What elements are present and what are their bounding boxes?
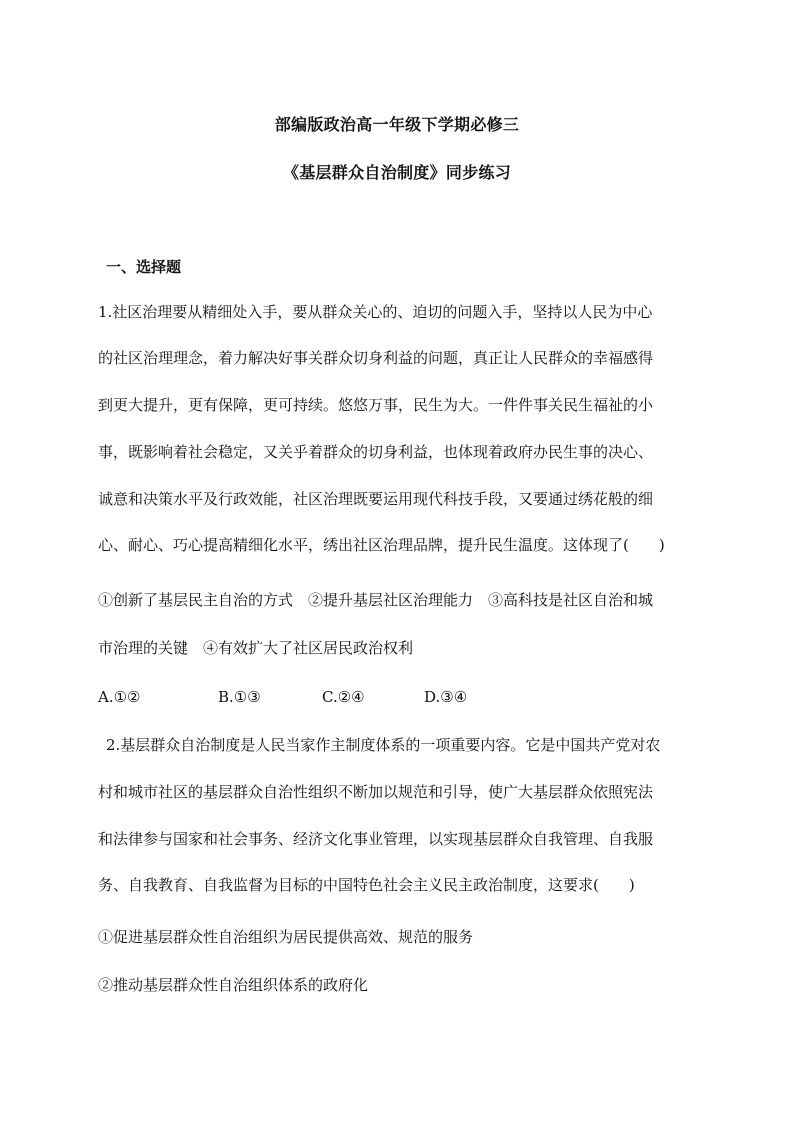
q1-line-8: 市治理的关键 ④有效扩大了社区居民政治权利 [98,639,414,657]
q1-line-7: ①创新了基层民主自治的方式 ②提升基层社区治理能力 ③高科技是社区自治和城 [98,591,654,609]
q2-line-5: ①促进基层群众性自治组织为居民提供高效、规范的服务 [98,928,474,946]
q1-option-d: D.③④ [424,688,468,706]
q2-line-3: 和法律参与国家和社会事务、经济文化事业管理，以实现基层群众自我管理、自我服 [98,830,654,848]
document-subtitle: 《基层群众自治制度》同步练习 [282,163,512,182]
q2-line-2: 村和城市社区的基层群众自治性组织不断加以规范和引导，使广大基层群众依照宪法 [98,783,654,801]
q2-line-1: 2.基层群众自治制度是人民当家作主制度体系的一项重要内容。它是中国共产党对农 [106,736,661,754]
q2-line-4: 务、自我教育、自我监督为目标的中国特色社会主义民主政治制度，这要求( ) [98,876,635,894]
q2-line-6: ②推动基层群众性自治组织体系的政府化 [98,976,369,994]
q1-line-1: 1.社区治理要从精细处入手，要从群众关心的、迫切的问题入手，坚持以人民为中心 [98,303,653,321]
document-title: 部编版政治高一年级下学期必修三 [274,115,520,134]
q1-option-a: A.①② [98,688,141,706]
section-heading: 一、选择题 [106,258,182,276]
q1-line-4: 事，既影响着社会稳定，又关乎着群众的切身利益，也体现着政府办民生事的决心、 [98,443,654,461]
q1-line-5: 诚意和决策水平及行政效能，社区治理既要运用现代科技手段，又要通过绣花般的细 [98,490,654,508]
q1-option-b: B.①③ [218,688,261,706]
q1-option-c: C.②④ [322,688,365,706]
q1-line-2: 的社区治理理念，着力解决好事关群众切身利益的问题，真正让人民群众的幸福感得 [98,349,654,367]
q1-line-6: 心、耐心、巧心提高精细化水平，绣出社区治理品牌，提升民生温度。这体现了( ) [98,536,665,554]
q1-line-3: 到更大提升，更有保障，更可持续。悠悠万事，民生为大。一件件事关民生福祉的小 [98,396,654,414]
